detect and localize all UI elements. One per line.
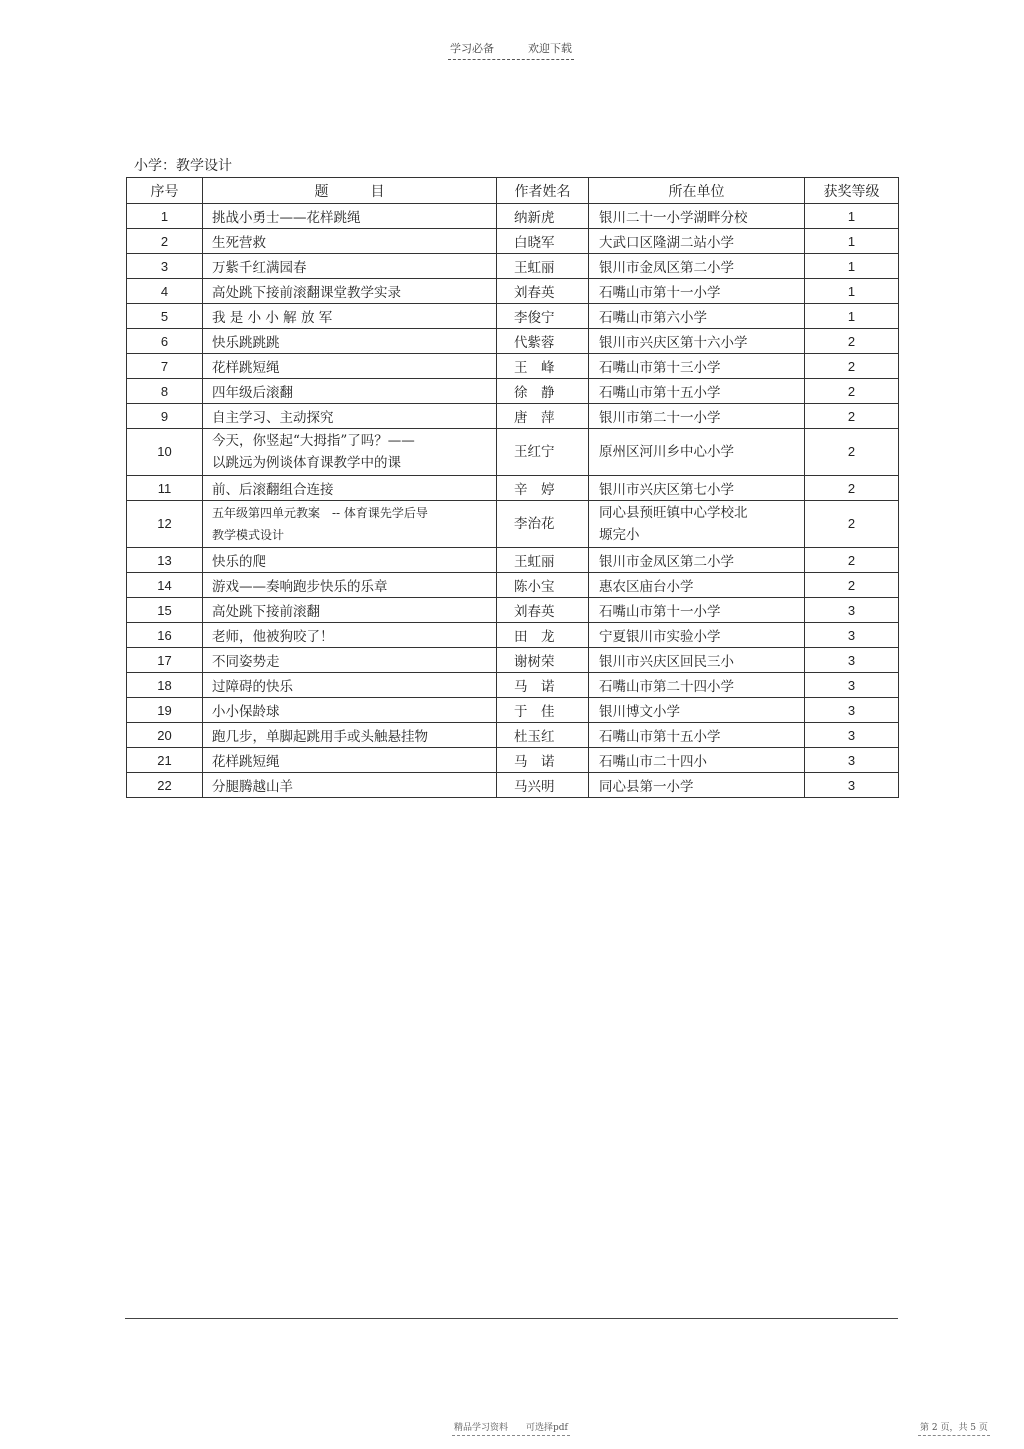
cell-no: 1 [127,204,203,229]
cell-title [203,501,497,548]
table-row [127,329,899,354]
cell-no: 14 [127,573,203,598]
cell-title: 过障碍的快乐 [203,673,497,698]
table-row [127,476,899,501]
cell-no: 22 [127,773,203,798]
cell-no: 19 [127,698,203,723]
cell-title: 挑战小勇士——花样跳绳 [203,204,497,229]
cell-author: 李治花 [497,501,589,548]
cell-unit: 银川市第二十一小学 [589,404,805,429]
table-row [127,254,899,279]
cell-author: 徐 静 [497,379,589,404]
cell-grade: 2 [805,476,899,501]
cell-grade: 3 [805,748,899,773]
cell-title: 高处跳下接前滚翻 [203,598,497,623]
cell-unit-line: 塬完小 [599,527,640,543]
cell-no: 17 [127,648,203,673]
cell-author: 刘春英 [497,279,589,304]
cell-grade: 2 [805,354,899,379]
cell-unit: 石嘴山市第十三小学 [589,354,805,379]
cell-no: 8 [127,379,203,404]
cell-unit: 银川博文小学 [589,698,805,723]
cell-unit: 银川市金凤区第二小学 [589,254,805,279]
column-header-no: 序号 [127,178,203,204]
cell-title: 老师，他被狗咬了！ [203,623,497,648]
cell-unit: 银川市兴庆区回民三小 [589,648,805,673]
header-right-text: 欢迎下载 [528,42,572,55]
table-row [127,501,899,548]
table-row [127,304,899,329]
cell-title: 游戏——奏响跑步快乐的乐章 [203,573,497,598]
cell-author: 刘春英 [497,598,589,623]
cell-no: 7 [127,354,203,379]
header-divider [448,59,574,60]
cell-no: 16 [127,623,203,648]
table-header-row [127,178,899,204]
cell-grade: 2 [805,379,899,404]
cell-unit: 宁夏银川市实验小学 [589,623,805,648]
footer-left-dash [452,1435,570,1436]
cell-author: 纳新虎 [497,204,589,229]
cell-grade: 1 [805,204,899,229]
cell-no: 4 [127,279,203,304]
cell-unit: 银川市兴庆区第十六小学 [589,329,805,354]
cell-unit: 石嘴山市二十四小 [589,748,805,773]
cell-no: 3 [127,254,203,279]
cell-grade: 1 [805,304,899,329]
cell-author: 杜玉红 [497,723,589,748]
cell-title-line: 教学模式设计 [212,528,285,542]
section-title: 小学：教学设计 [134,158,232,174]
cell-title: 分腿腾越山羊 [203,773,497,798]
cell-grade: 2 [805,573,899,598]
cell-author: 王虹丽 [497,548,589,573]
cell-author: 代紫蓉 [497,329,589,354]
cell-author: 谢树荣 [497,648,589,673]
cell-grade: 3 [805,723,899,748]
cell-grade: 3 [805,648,899,673]
cell-unit: 石嘴山市第六小学 [589,304,805,329]
cell-author: 辛 婷 [497,476,589,501]
column-header-grade: 获奖等级 [805,178,899,204]
table-row [127,748,899,773]
cell-title: 我 是 小 小 解 放 军 [203,304,497,329]
cell-unit: 原州区河川乡中心小学 [589,429,805,476]
cell-title: 快乐的爬 [203,548,497,573]
cell-author: 王虹丽 [497,254,589,279]
table-row [127,204,899,229]
cell-unit: 银川市兴庆区第七小学 [589,476,805,501]
footer-rule [125,1318,898,1319]
cell-no: 13 [127,548,203,573]
column-header-title: 题 目 [203,178,497,204]
cell-author: 唐 萍 [497,404,589,429]
table-row [127,404,899,429]
cell-no: 12 [127,501,203,548]
cell-no: 2 [127,229,203,254]
cell-grade: 2 [805,429,899,476]
footer-right-dash [918,1435,990,1436]
cell-grade: 3 [805,773,899,798]
column-header-unit: 所在单位 [589,178,805,204]
cell-grade: 2 [805,501,899,548]
cell-title: 生死营救 [203,229,497,254]
cell-no: 9 [127,404,203,429]
table-row [127,573,899,598]
cell-grade: 2 [805,329,899,354]
table-row [127,623,899,648]
award-table [126,177,899,798]
table-row [127,648,899,673]
cell-author: 马 诺 [497,748,589,773]
cell-no: 6 [127,329,203,354]
cell-grade: 2 [805,404,899,429]
column-header-author: 作者姓名 [497,178,589,204]
cell-title-line: 五年级第四单元教案 -- 体育课先学后导 [212,506,428,520]
cell-author: 王红宁 [497,429,589,476]
cell-unit: 石嘴山市第十五小学 [589,379,805,404]
cell-title: 不同姿势走 [203,648,497,673]
cell-author: 李俊宁 [497,304,589,329]
cell-no: 5 [127,304,203,329]
cell-author: 于 佳 [497,698,589,723]
cell-no: 20 [127,723,203,748]
footer-page-number: 第 2 页，共 5 页 [920,1423,988,1433]
cell-grade: 1 [805,279,899,304]
cell-unit: 同心县第一小学 [589,773,805,798]
cell-title: 花样跳短绳 [203,354,497,379]
cell-unit-line: 同心县预旺镇中心学校北 [599,505,748,521]
cell-title: 四年级后滚翻 [203,379,497,404]
cell-grade: 3 [805,623,899,648]
table-row [127,354,899,379]
cell-title: 跑几步，单脚起跳用手或头触悬挂物 [203,723,497,748]
table-row [127,429,899,476]
table-row [127,598,899,623]
cell-grade: 1 [805,229,899,254]
cell-grade: 3 [805,673,899,698]
cell-author: 王 峰 [497,354,589,379]
cell-unit: 惠农区庙台小学 [589,573,805,598]
cell-title: 快乐跳跳跳 [203,329,497,354]
cell-unit: 大武口区隆湖二站小学 [589,229,805,254]
cell-grade: 3 [805,598,899,623]
table-row [127,379,899,404]
cell-grade: 2 [805,548,899,573]
table-row [127,673,899,698]
cell-no: 21 [127,748,203,773]
cell-title: 前、后滚翻组合连接 [203,476,497,501]
table-row [127,279,899,304]
cell-title: 万紫千红满园春 [203,254,497,279]
cell-no: 11 [127,476,203,501]
cell-unit: 石嘴山市第二十四小学 [589,673,805,698]
table-row [127,723,899,748]
cell-no: 18 [127,673,203,698]
cell-unit: 石嘴山市第十五小学 [589,723,805,748]
cell-title [203,429,497,476]
cell-unit [589,501,805,548]
cell-no: 10 [127,429,203,476]
table-row [127,548,899,573]
cell-grade: 1 [805,254,899,279]
header-left-text: 学习必备 [450,42,494,55]
cell-grade: 3 [805,698,899,723]
cell-title: 自主学习、主动探究 [203,404,497,429]
cell-title: 小小保龄球 [203,698,497,723]
footer-left-text: 精品学习资料 可选择pdf [454,1423,568,1433]
cell-unit: 银川市金凤区第二小学 [589,548,805,573]
cell-title: 高处跳下接前滚翻课堂教学实录 [203,279,497,304]
cell-author: 白晓军 [497,229,589,254]
cell-title-line: 今天，你竖起“大拇指”了吗？—— [212,433,415,449]
table-row [127,229,899,254]
cell-title-line: 以跳远为例谈体育课教学中的课 [212,455,401,471]
cell-title: 花样跳短绳 [203,748,497,773]
cell-unit: 银川二十一小学湖畔分校 [589,204,805,229]
cell-author: 陈小宝 [497,573,589,598]
table-row [127,698,899,723]
cell-unit: 石嘴山市第十一小学 [589,279,805,304]
cell-author: 田 龙 [497,623,589,648]
cell-author: 马 诺 [497,673,589,698]
table-row [127,773,899,798]
cell-author: 马兴明 [497,773,589,798]
cell-no: 15 [127,598,203,623]
cell-unit: 石嘴山市第十一小学 [589,598,805,623]
